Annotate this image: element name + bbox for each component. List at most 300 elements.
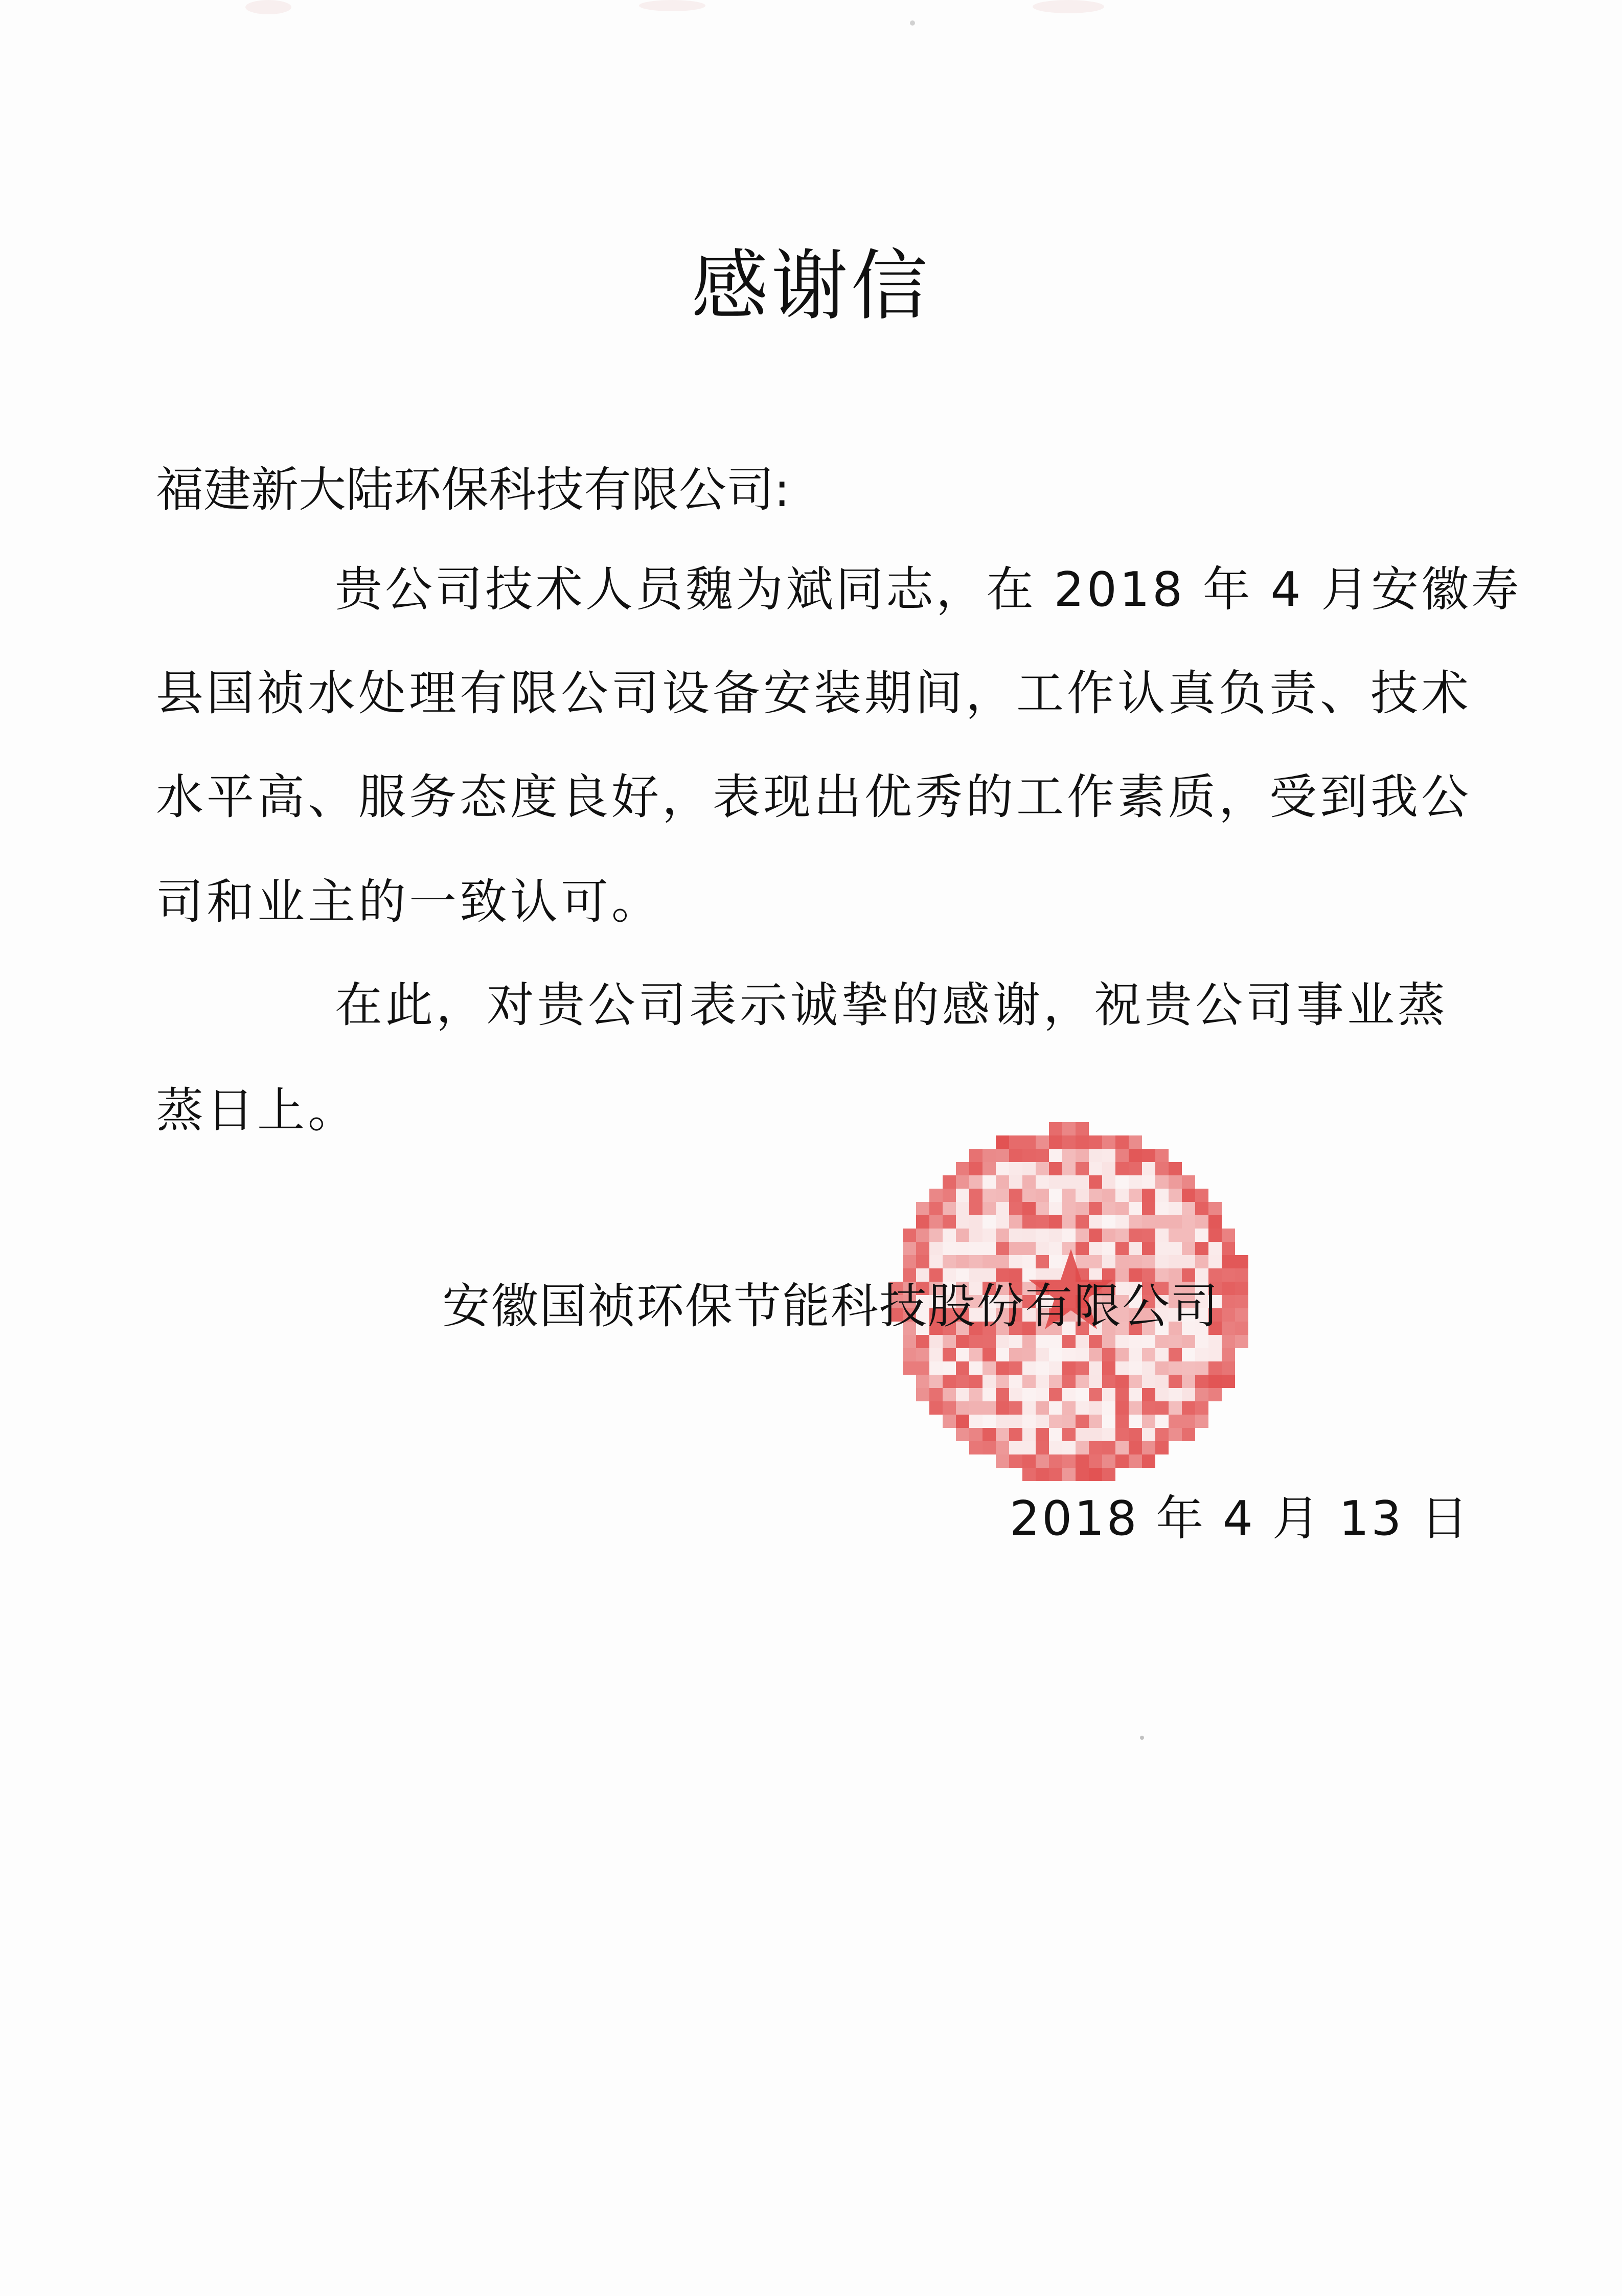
seal-pixel bbox=[1022, 1415, 1036, 1428]
seal-pixel bbox=[943, 1202, 956, 1215]
seal-pixel bbox=[1022, 1175, 1036, 1189]
seal-pixel bbox=[956, 1401, 969, 1415]
seal-pixel bbox=[983, 1441, 996, 1454]
seal-pixel bbox=[1009, 1348, 1022, 1361]
seal-pixel bbox=[969, 1441, 983, 1454]
seal-pixel bbox=[1049, 1348, 1062, 1361]
seal-pixel bbox=[1115, 1361, 1129, 1375]
seal-pixel bbox=[983, 1415, 996, 1428]
seal-pixel bbox=[983, 1242, 996, 1255]
seal-pixel bbox=[1115, 1175, 1129, 1189]
seal-pixel bbox=[1115, 1454, 1129, 1468]
seal-pixel bbox=[903, 1348, 916, 1361]
seal-pixel bbox=[1062, 1149, 1076, 1162]
seal-pixel bbox=[1222, 1229, 1235, 1242]
seal-pixel bbox=[969, 1401, 983, 1415]
seal-pixel bbox=[1089, 1428, 1102, 1441]
seal-pixel bbox=[1129, 1189, 1142, 1202]
seal-pixel bbox=[1089, 1401, 1102, 1415]
seal-pixel bbox=[1169, 1162, 1182, 1175]
seal-pixel bbox=[1036, 1401, 1049, 1415]
seal-pixel bbox=[1115, 1415, 1129, 1428]
seal-pixel bbox=[983, 1375, 996, 1388]
seal-pixel bbox=[929, 1375, 943, 1388]
seal-pixel bbox=[1155, 1175, 1169, 1189]
seal-pixel bbox=[1142, 1361, 1155, 1375]
seal-pixel bbox=[996, 1428, 1009, 1441]
seal-pixel bbox=[1115, 1401, 1129, 1415]
seal-pixel bbox=[1102, 1149, 1115, 1162]
body-line: 蒸日上。 bbox=[156, 1083, 358, 1138]
seal-pixel bbox=[1049, 1388, 1062, 1401]
seal-pixel bbox=[1115, 1388, 1129, 1401]
seal-pixel bbox=[943, 1229, 956, 1242]
seal-pixel bbox=[1102, 1375, 1115, 1388]
seal-pixel bbox=[969, 1215, 983, 1229]
scan-mark bbox=[245, 0, 291, 14]
seal-pixel bbox=[1195, 1401, 1208, 1415]
seal-pixel bbox=[1062, 1361, 1076, 1375]
seal-pixel bbox=[1076, 1468, 1089, 1481]
seal-pixel bbox=[1222, 1242, 1235, 1255]
seal-pixel bbox=[943, 1348, 956, 1361]
seal-pixel bbox=[1155, 1202, 1169, 1215]
seal-pixel bbox=[1208, 1255, 1222, 1268]
seal-pixel bbox=[1076, 1441, 1089, 1454]
seal-pixel bbox=[983, 1229, 996, 1242]
scan-mark bbox=[1033, 0, 1104, 13]
seal-pixel bbox=[929, 1202, 943, 1215]
seal-pixel bbox=[1195, 1215, 1208, 1229]
seal-pixel bbox=[1115, 1348, 1129, 1361]
seal-pixel bbox=[1169, 1375, 1182, 1388]
seal-pixel bbox=[1036, 1162, 1049, 1175]
seal-pixel bbox=[1089, 1175, 1102, 1189]
body-line: 在此，对贵公司表示诚挚的感谢，祝贵公司事业蒸 bbox=[335, 977, 1448, 1033]
seal-pixel bbox=[1129, 1428, 1142, 1441]
seal-pixel bbox=[1076, 1415, 1089, 1428]
seal-pixel bbox=[1062, 1415, 1076, 1428]
seal-pixel bbox=[1195, 1189, 1208, 1202]
seal-pixel bbox=[1009, 1202, 1022, 1215]
seal-pixel bbox=[1169, 1401, 1182, 1415]
seal-pixel bbox=[903, 1361, 916, 1375]
seal-pixel bbox=[1049, 1255, 1062, 1268]
seal-pixel bbox=[1195, 1229, 1208, 1242]
seal-pixel bbox=[996, 1255, 1009, 1268]
seal-pixel bbox=[1049, 1375, 1062, 1388]
seal-pixel bbox=[1155, 1388, 1169, 1401]
seal-pixel bbox=[1062, 1229, 1076, 1242]
seal-pixel bbox=[1222, 1375, 1235, 1388]
seal-pixel bbox=[1009, 1189, 1022, 1202]
seal-pixel bbox=[1115, 1255, 1129, 1268]
seal-pixel bbox=[943, 1255, 956, 1268]
seal-pixel bbox=[983, 1175, 996, 1189]
seal-pixel bbox=[1062, 1242, 1076, 1255]
seal-pixel bbox=[1115, 1215, 1129, 1229]
seal-pixel bbox=[1009, 1375, 1022, 1388]
seal-pixel bbox=[1169, 1215, 1182, 1229]
seal-pixel bbox=[916, 1348, 929, 1361]
seal-pixel bbox=[1036, 1348, 1049, 1361]
seal-pixel bbox=[1195, 1361, 1208, 1375]
seal-pixel bbox=[1142, 1175, 1155, 1189]
seal-pixel bbox=[1036, 1215, 1049, 1229]
seal-pixel bbox=[1182, 1361, 1195, 1375]
seal-pixel bbox=[1208, 1375, 1222, 1388]
seal-pixel bbox=[1102, 1175, 1115, 1189]
seal-pixel bbox=[1009, 1229, 1022, 1242]
seal-pixel bbox=[1022, 1149, 1036, 1162]
seal-pixel bbox=[1076, 1361, 1089, 1375]
seal-pixel bbox=[1102, 1388, 1115, 1401]
seal-pixel bbox=[1182, 1348, 1195, 1361]
seal-pixel bbox=[1195, 1375, 1208, 1388]
seal-pixel bbox=[1222, 1348, 1235, 1361]
seal-pixel bbox=[956, 1162, 969, 1175]
seal-pixel bbox=[1142, 1215, 1155, 1229]
seal-pixel bbox=[983, 1149, 996, 1162]
seal-pixel bbox=[956, 1175, 969, 1189]
seal-pixel bbox=[1129, 1255, 1142, 1268]
seal-pixel bbox=[996, 1189, 1009, 1202]
seal-pixel bbox=[1115, 1135, 1129, 1149]
seal-pixel bbox=[1036, 1428, 1049, 1441]
seal-pixel bbox=[1022, 1255, 1036, 1268]
seal-pixel bbox=[1155, 1361, 1169, 1375]
seal-pixel bbox=[1102, 1189, 1115, 1202]
seal-pixel bbox=[1235, 1268, 1248, 1282]
seal-pixel bbox=[1089, 1415, 1102, 1428]
seal-pixel bbox=[1169, 1189, 1182, 1202]
seal-pixel bbox=[1062, 1348, 1076, 1361]
seal-pixel bbox=[996, 1361, 1009, 1375]
seal-pixel bbox=[1089, 1242, 1102, 1255]
seal-pixel bbox=[983, 1202, 996, 1215]
seal-pixel bbox=[1129, 1388, 1142, 1401]
seal-pixel bbox=[1022, 1441, 1036, 1454]
seal-pixel bbox=[996, 1415, 1009, 1428]
seal-pixel bbox=[1022, 1348, 1036, 1361]
seal-pixel bbox=[1142, 1428, 1155, 1441]
seal-pixel bbox=[916, 1242, 929, 1255]
seal-pixel bbox=[1155, 1415, 1169, 1428]
seal-pixel bbox=[1049, 1415, 1062, 1428]
seal-pixel bbox=[1022, 1468, 1036, 1481]
seal-pixel bbox=[1022, 1242, 1036, 1255]
seal-pixel bbox=[929, 1215, 943, 1229]
seal-pixel bbox=[1049, 1428, 1062, 1441]
seal-pixel bbox=[1022, 1135, 1036, 1149]
seal-pixel bbox=[1049, 1215, 1062, 1229]
seal-pixel bbox=[1102, 1415, 1115, 1428]
seal-pixel bbox=[1222, 1255, 1235, 1268]
seal-pixel bbox=[1222, 1335, 1235, 1348]
seal-pixel bbox=[969, 1162, 983, 1175]
seal-pixel bbox=[983, 1189, 996, 1202]
seal-pixel bbox=[1169, 1202, 1182, 1215]
seal-pixel bbox=[1102, 1255, 1115, 1268]
seal-pixel bbox=[956, 1348, 969, 1361]
seal-pixel bbox=[1009, 1149, 1022, 1162]
seal-pixel bbox=[1102, 1441, 1115, 1454]
seal-pixel bbox=[1102, 1229, 1115, 1242]
seal-pixel bbox=[943, 1388, 956, 1401]
seal-pixel bbox=[969, 1361, 983, 1375]
seal-pixel bbox=[1076, 1135, 1089, 1149]
seal-pixel bbox=[1222, 1322, 1235, 1335]
seal-pixel bbox=[1208, 1229, 1222, 1242]
seal-pixel bbox=[1195, 1415, 1208, 1428]
seal-pixel bbox=[1009, 1361, 1022, 1375]
seal-pixel bbox=[1062, 1428, 1076, 1441]
seal-pixel bbox=[1009, 1401, 1022, 1415]
seal-pixel bbox=[1009, 1441, 1022, 1454]
seal-pixel bbox=[1049, 1401, 1062, 1415]
seal-pixel bbox=[1129, 1242, 1142, 1255]
seal-pixel bbox=[956, 1242, 969, 1255]
seal-pixel bbox=[956, 1255, 969, 1268]
seal-pixel bbox=[1142, 1415, 1155, 1428]
seal-pixel bbox=[1089, 1388, 1102, 1401]
seal-pixel bbox=[969, 1428, 983, 1441]
seal-pixel bbox=[1115, 1189, 1129, 1202]
seal-pixel bbox=[1102, 1428, 1115, 1441]
seal-pixel bbox=[1235, 1335, 1248, 1348]
seal-pixel bbox=[1169, 1428, 1182, 1441]
seal-pixel bbox=[1208, 1348, 1222, 1361]
seal-pixel bbox=[1222, 1361, 1235, 1375]
seal-pixel bbox=[969, 1375, 983, 1388]
seal-pixel bbox=[1102, 1401, 1115, 1415]
seal-pixel bbox=[1155, 1242, 1169, 1255]
seal-pixel bbox=[1076, 1242, 1089, 1255]
seal-pixel bbox=[969, 1242, 983, 1255]
seal-pixel bbox=[1076, 1255, 1089, 1268]
seal-pixel bbox=[983, 1361, 996, 1375]
seal-pixel bbox=[1062, 1388, 1076, 1401]
seal-pixel bbox=[1076, 1175, 1089, 1189]
seal-pixel bbox=[956, 1361, 969, 1375]
seal-pixel bbox=[1076, 1375, 1089, 1388]
seal-pixel bbox=[1009, 1162, 1022, 1175]
seal-pixel bbox=[1009, 1242, 1022, 1255]
scan-dot bbox=[1140, 1736, 1144, 1740]
seal-pixel bbox=[983, 1348, 996, 1361]
seal-pixel bbox=[996, 1441, 1009, 1454]
seal-pixel bbox=[1022, 1215, 1036, 1229]
seal-pixel bbox=[996, 1348, 1009, 1361]
seal-pixel bbox=[1009, 1135, 1022, 1149]
seal-pixel bbox=[1049, 1202, 1062, 1215]
seal-pixel bbox=[1022, 1361, 1036, 1375]
seal-pixel bbox=[956, 1388, 969, 1401]
seal-pixel bbox=[956, 1202, 969, 1215]
seal-pixel bbox=[1089, 1149, 1102, 1162]
seal-pixel bbox=[1235, 1308, 1248, 1322]
seal-pixel bbox=[1049, 1149, 1062, 1162]
seal-pixel bbox=[1062, 1401, 1076, 1415]
seal-pixel bbox=[1142, 1162, 1155, 1175]
seal-pixel bbox=[1009, 1175, 1022, 1189]
seal-pixel bbox=[983, 1215, 996, 1229]
seal-pixel bbox=[1182, 1189, 1195, 1202]
seal-pixel bbox=[916, 1229, 929, 1242]
seal-pixel bbox=[1142, 1229, 1155, 1242]
seal-pixel bbox=[903, 1255, 916, 1268]
seal-pixel bbox=[983, 1428, 996, 1441]
seal-pixel bbox=[1169, 1255, 1182, 1268]
seal-pixel bbox=[1182, 1375, 1195, 1388]
seal-pixel bbox=[1022, 1454, 1036, 1468]
seal-pixel bbox=[1182, 1242, 1195, 1255]
seal-pixel bbox=[1036, 1441, 1049, 1454]
seal-pixel bbox=[1142, 1242, 1155, 1255]
seal-pixel bbox=[1089, 1162, 1102, 1175]
seal-pixel bbox=[969, 1149, 983, 1162]
seal-pixel bbox=[1089, 1255, 1102, 1268]
seal-pixel bbox=[903, 1229, 916, 1242]
seal-pixel bbox=[1129, 1175, 1142, 1189]
seal-pixel bbox=[943, 1375, 956, 1388]
seal-pixel bbox=[1195, 1348, 1208, 1361]
seal-pixel bbox=[996, 1388, 1009, 1401]
seal-pixel bbox=[996, 1175, 1009, 1189]
seal-pixel bbox=[1049, 1242, 1062, 1255]
seal-pixel bbox=[1009, 1388, 1022, 1401]
seal-pixel bbox=[1182, 1428, 1195, 1441]
seal-pixel bbox=[956, 1229, 969, 1242]
seal-pixel bbox=[1036, 1175, 1049, 1189]
seal-pixel bbox=[1049, 1189, 1062, 1202]
seal-pixel bbox=[1076, 1202, 1089, 1215]
seal-pixel bbox=[996, 1135, 1009, 1149]
seal-pixel bbox=[1155, 1255, 1169, 1268]
seal-pixel bbox=[1169, 1229, 1182, 1242]
seal-pixel bbox=[1129, 1149, 1142, 1162]
body-line: 贵公司技术人员魏为斌同志，在 2018 年 4 月安徽寿 bbox=[335, 562, 1522, 617]
seal-pixel bbox=[1036, 1468, 1049, 1481]
seal-pixel bbox=[903, 1242, 916, 1255]
seal-pixel bbox=[943, 1361, 956, 1375]
seal-pixel bbox=[1049, 1361, 1062, 1375]
seal-pixel bbox=[1208, 1361, 1222, 1375]
seal-pixel bbox=[1115, 1149, 1129, 1162]
seal-pixel bbox=[1089, 1441, 1102, 1454]
seal-pixel bbox=[1022, 1189, 1036, 1202]
seal-pixel bbox=[1155, 1215, 1169, 1229]
seal-pixel bbox=[1062, 1375, 1076, 1388]
seal-pixel bbox=[1115, 1441, 1129, 1454]
seal-pixel bbox=[1142, 1454, 1155, 1468]
seal-pixel bbox=[983, 1401, 996, 1415]
seal-pixel bbox=[929, 1242, 943, 1255]
seal-pixel bbox=[969, 1202, 983, 1215]
recipient-line: 福建新大陆环保科技有限公司: bbox=[156, 462, 790, 517]
seal-pixel bbox=[1129, 1135, 1142, 1149]
seal-pixel bbox=[1009, 1454, 1022, 1468]
seal-pixel bbox=[1036, 1454, 1049, 1468]
seal-pixel bbox=[1129, 1415, 1142, 1428]
seal-pixel bbox=[916, 1388, 929, 1401]
seal-pixel bbox=[969, 1189, 983, 1202]
seal-pixel bbox=[1195, 1255, 1208, 1268]
seal-pixel bbox=[1036, 1388, 1049, 1401]
seal-pixel bbox=[956, 1428, 969, 1441]
seal-pixel bbox=[943, 1415, 956, 1428]
seal-pixel bbox=[1076, 1428, 1089, 1441]
seal-pixel bbox=[1009, 1255, 1022, 1268]
seal-pixel bbox=[1102, 1348, 1115, 1361]
seal-pixel bbox=[1155, 1428, 1169, 1441]
seal-pixel bbox=[1036, 1255, 1049, 1268]
seal-pixel bbox=[1062, 1454, 1076, 1468]
seal-pixel bbox=[1169, 1388, 1182, 1401]
seal-pixel bbox=[916, 1361, 929, 1375]
seal-pixel bbox=[1195, 1242, 1208, 1255]
seal-pixel bbox=[969, 1388, 983, 1401]
seal-pixel bbox=[1142, 1202, 1155, 1215]
seal-pixel bbox=[1022, 1388, 1036, 1401]
seal-pixel bbox=[996, 1375, 1009, 1388]
seal-pixel bbox=[1115, 1229, 1129, 1242]
seal-pixel bbox=[1182, 1215, 1195, 1229]
seal-pixel bbox=[1089, 1375, 1102, 1388]
seal-pixel bbox=[1036, 1189, 1049, 1202]
scan-dot bbox=[910, 20, 915, 26]
seal-pixel bbox=[1049, 1122, 1062, 1135]
seal-pixel bbox=[1076, 1122, 1089, 1135]
seal-pixel bbox=[1076, 1162, 1089, 1175]
seal-pixel bbox=[1235, 1295, 1248, 1308]
seal-pixel bbox=[1089, 1189, 1102, 1202]
seal-pixel bbox=[1036, 1149, 1049, 1162]
seal-pixel bbox=[916, 1215, 929, 1229]
seal-pixel bbox=[1235, 1282, 1248, 1295]
seal-pixel bbox=[1089, 1468, 1102, 1481]
seal-pixel bbox=[929, 1229, 943, 1242]
seal-pixel bbox=[1022, 1162, 1036, 1175]
seal-pixel bbox=[916, 1375, 929, 1388]
body-line: 司和业主的一致认可。 bbox=[156, 874, 662, 929]
seal-pixel bbox=[1049, 1135, 1062, 1149]
seal-pixel bbox=[956, 1415, 969, 1428]
seal-pixel bbox=[1089, 1361, 1102, 1375]
seal-pixel bbox=[1195, 1202, 1208, 1215]
seal-pixel bbox=[1076, 1215, 1089, 1229]
seal-pixel bbox=[1089, 1135, 1102, 1149]
seal-pixel bbox=[969, 1415, 983, 1428]
letter-date: 2018 年 4 月 13 日 bbox=[1010, 1491, 1470, 1546]
seal-pixel bbox=[969, 1348, 983, 1361]
seal-pixel bbox=[1049, 1468, 1062, 1481]
seal-pixel bbox=[1235, 1255, 1248, 1268]
seal-pixel bbox=[1155, 1149, 1169, 1162]
seal-pixel bbox=[1062, 1441, 1076, 1454]
seal-pixel bbox=[1089, 1215, 1102, 1229]
seal-pixel bbox=[1076, 1401, 1089, 1415]
seal-pixel bbox=[1036, 1229, 1049, 1242]
seal-pixel bbox=[1129, 1441, 1142, 1454]
seal-pixel bbox=[1235, 1322, 1248, 1335]
seal-pixel bbox=[1115, 1162, 1129, 1175]
seal-pixel bbox=[1142, 1189, 1155, 1202]
seal-pixel bbox=[1182, 1229, 1195, 1242]
seal-pixel bbox=[1022, 1401, 1036, 1415]
seal-pixel bbox=[1049, 1229, 1062, 1242]
seal-pixel bbox=[1129, 1454, 1142, 1468]
